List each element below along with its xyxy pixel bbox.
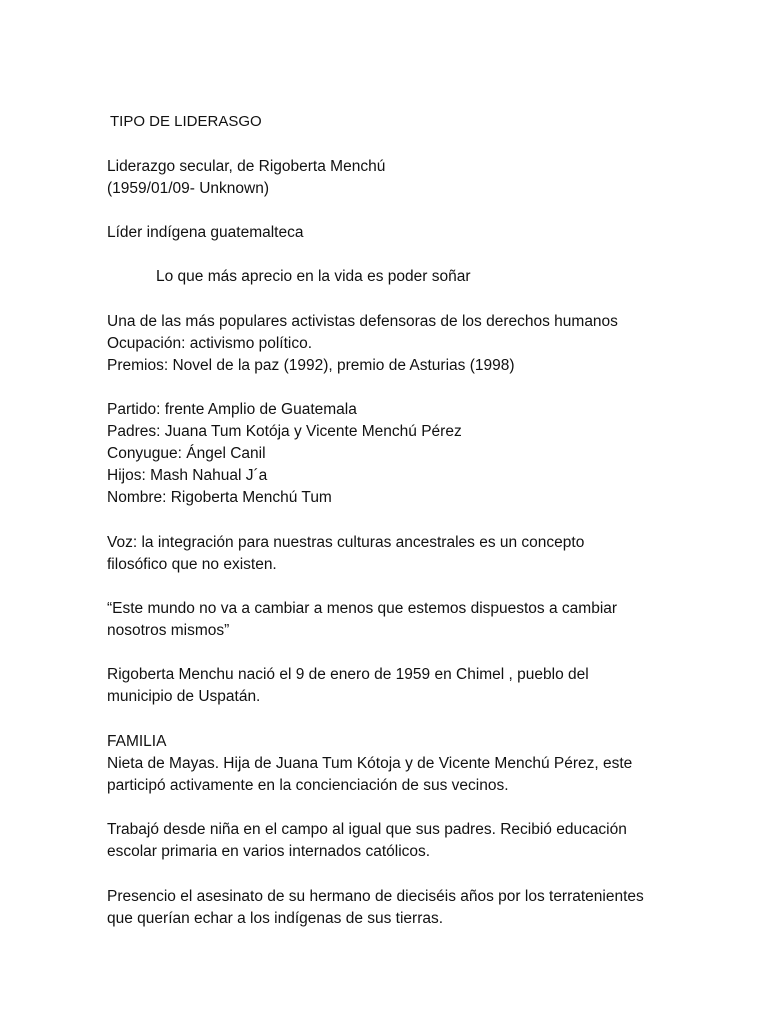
life-dates: (1959/01/09- Unknown) xyxy=(107,180,269,197)
document-subtitle: Liderazgo secular, de Rigoberta Menchú xyxy=(107,158,386,175)
family-heading: FAMILIA xyxy=(107,733,167,750)
detail-line: Hijos: Mash Nahual J´a xyxy=(107,467,268,484)
detail-line: Nombre: Rigoberta Menchú Tum xyxy=(107,489,332,506)
family-line: Nieta de Mayas. Hija de Juana Tum Kótoja y de Vicente Menchú Pérez, este xyxy=(107,755,633,772)
birth-line: Rigoberta Menchu nació el 9 de enero de 1959 en Chimel , pueblo del xyxy=(107,666,589,683)
summary-line: Ocupación: activismo político. xyxy=(107,335,313,352)
birth-line: municipio de Uspatán. xyxy=(107,688,261,705)
voz-line: Voz: la integración para nuestras culturas ancestrales es un concepto xyxy=(107,534,585,551)
quote-line: “Este mundo no va a cambiar a menos que estemos dispuestos a cambiar xyxy=(107,600,618,617)
childhood-line: escolar primaria en varios internados católicos. xyxy=(107,843,431,860)
quote-line: nosotros mismos” xyxy=(107,622,230,639)
detail-line: Padres: Juana Tum Kotója y Vicente Menchú Pérez xyxy=(107,423,462,440)
summary-line: Una de las más populares activistas defensoras de los derechos humanos xyxy=(107,313,618,330)
voz-line: filosófico que no existen. xyxy=(107,556,277,573)
detail-line: Conyugue: Ángel Canil xyxy=(107,445,266,462)
witness-line: Presencio el asesinato de su hermano de dieciséis años por los terratenientes xyxy=(107,888,644,905)
witness-line: que querían echar a los indígenas de sus tierras. xyxy=(107,910,444,927)
family-line: participó activamente en la concienciación de sus vecinos. xyxy=(107,777,509,794)
childhood-line: Trabajó desde niña en el campo al igual que sus padres. Recibió educación xyxy=(107,821,627,838)
intro-quote: Lo que más aprecio en la vida es poder soñar xyxy=(156,268,471,285)
summary-line: Premios: Novel de la paz (1992), premio de Asturias (1998) xyxy=(107,357,515,374)
detail-line: Partido: frente Amplio de Guatemala xyxy=(107,401,357,418)
document-title: TIPO DE LIDERASGO xyxy=(110,113,262,130)
role-line: Líder indígena guatemalteca xyxy=(107,224,304,241)
